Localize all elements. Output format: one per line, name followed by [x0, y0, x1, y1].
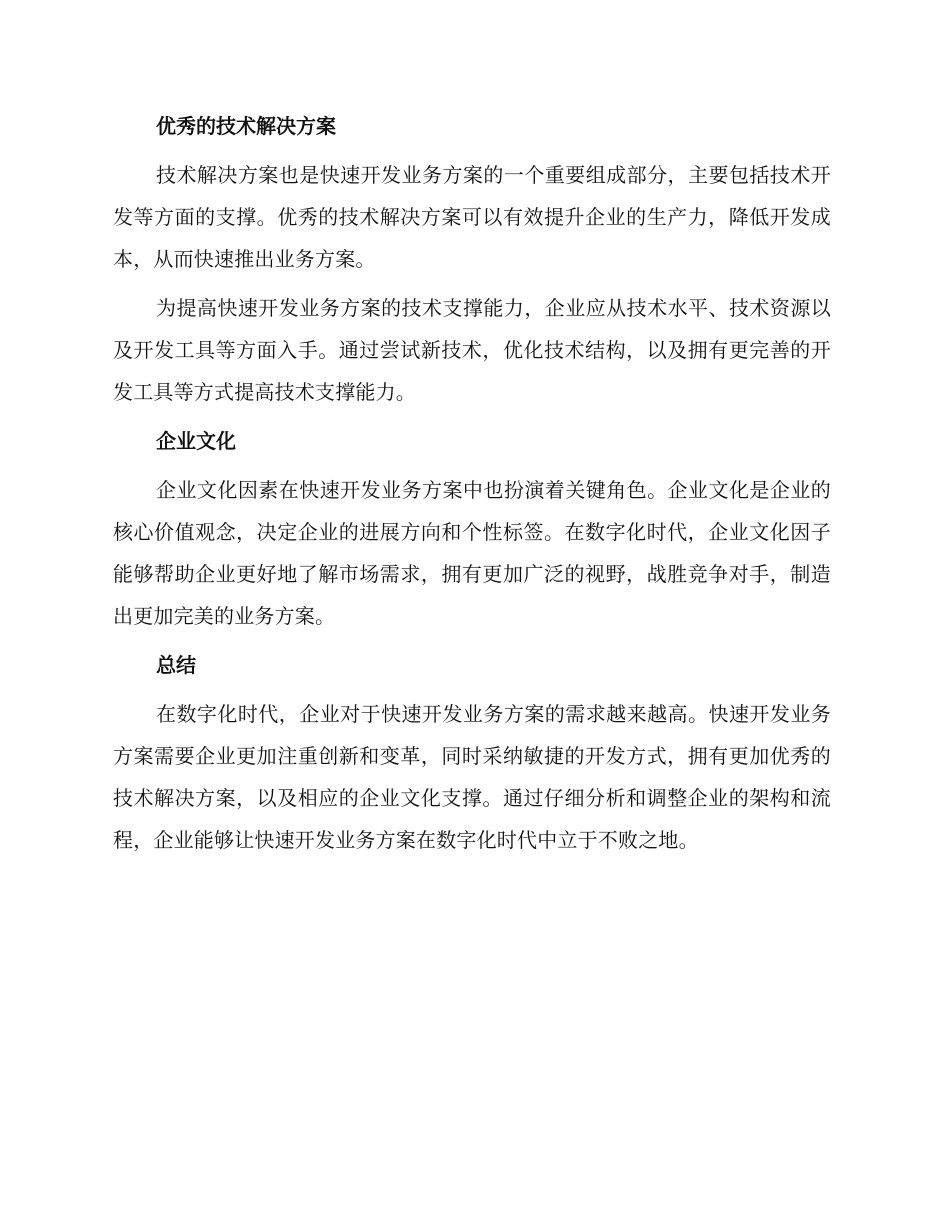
section-heading-culture: 企业文化 — [156, 429, 236, 453]
document-page — [113, 105, 831, 868]
paragraph-tech-solution-1: 技术解决方案也是快速开发业务方案的一个重要组成部分，主要包括技术开发等方面的支撑。优秀的技术解决方案可以有效提升企业的生产力，降低开发成本，从而快速推出业务方案。 — [113, 163, 831, 271]
paragraph-culture-1: 企业文化因素在快速开发业务方案中也扮演着关键角色。企业文化是企业的核心价值观念，决定企业的进展方向和个性标签。在数字化时代，企业文化因子能够帮助企业更好地了解市场需求，拥有更加广泛的视野，战胜竞争对手，制造出更加完美的业务方案。 — [113, 478, 831, 628]
section-heading-summary: 总结 — [156, 653, 196, 677]
paragraph-tech-solution-2: 为提高快速开发业务方案的技术支撑能力，企业应从技术水平、技术资源以及开发工具等方面入手。通过尝试新技术，优化技术结构，以及拥有更完善的开发工具等方式提高技术支撑能力。 — [113, 296, 831, 404]
section-heading-tech-solution: 优秀的技术解决方案 — [156, 114, 336, 138]
paragraph-summary-1: 在数字化时代，企业对于快速开发业务方案的需求越来越高。快速开发业务方案需要企业更加注重创新和变革，同时采纳敏捷的开发方式，拥有更加优秀的技术解决方案，以及相应的企业文化支撑。通过仔细分析和调整企业的架构和流程，企业能够让快速开发业务方案在数字化时代中立于不败之地。 — [113, 702, 831, 852]
